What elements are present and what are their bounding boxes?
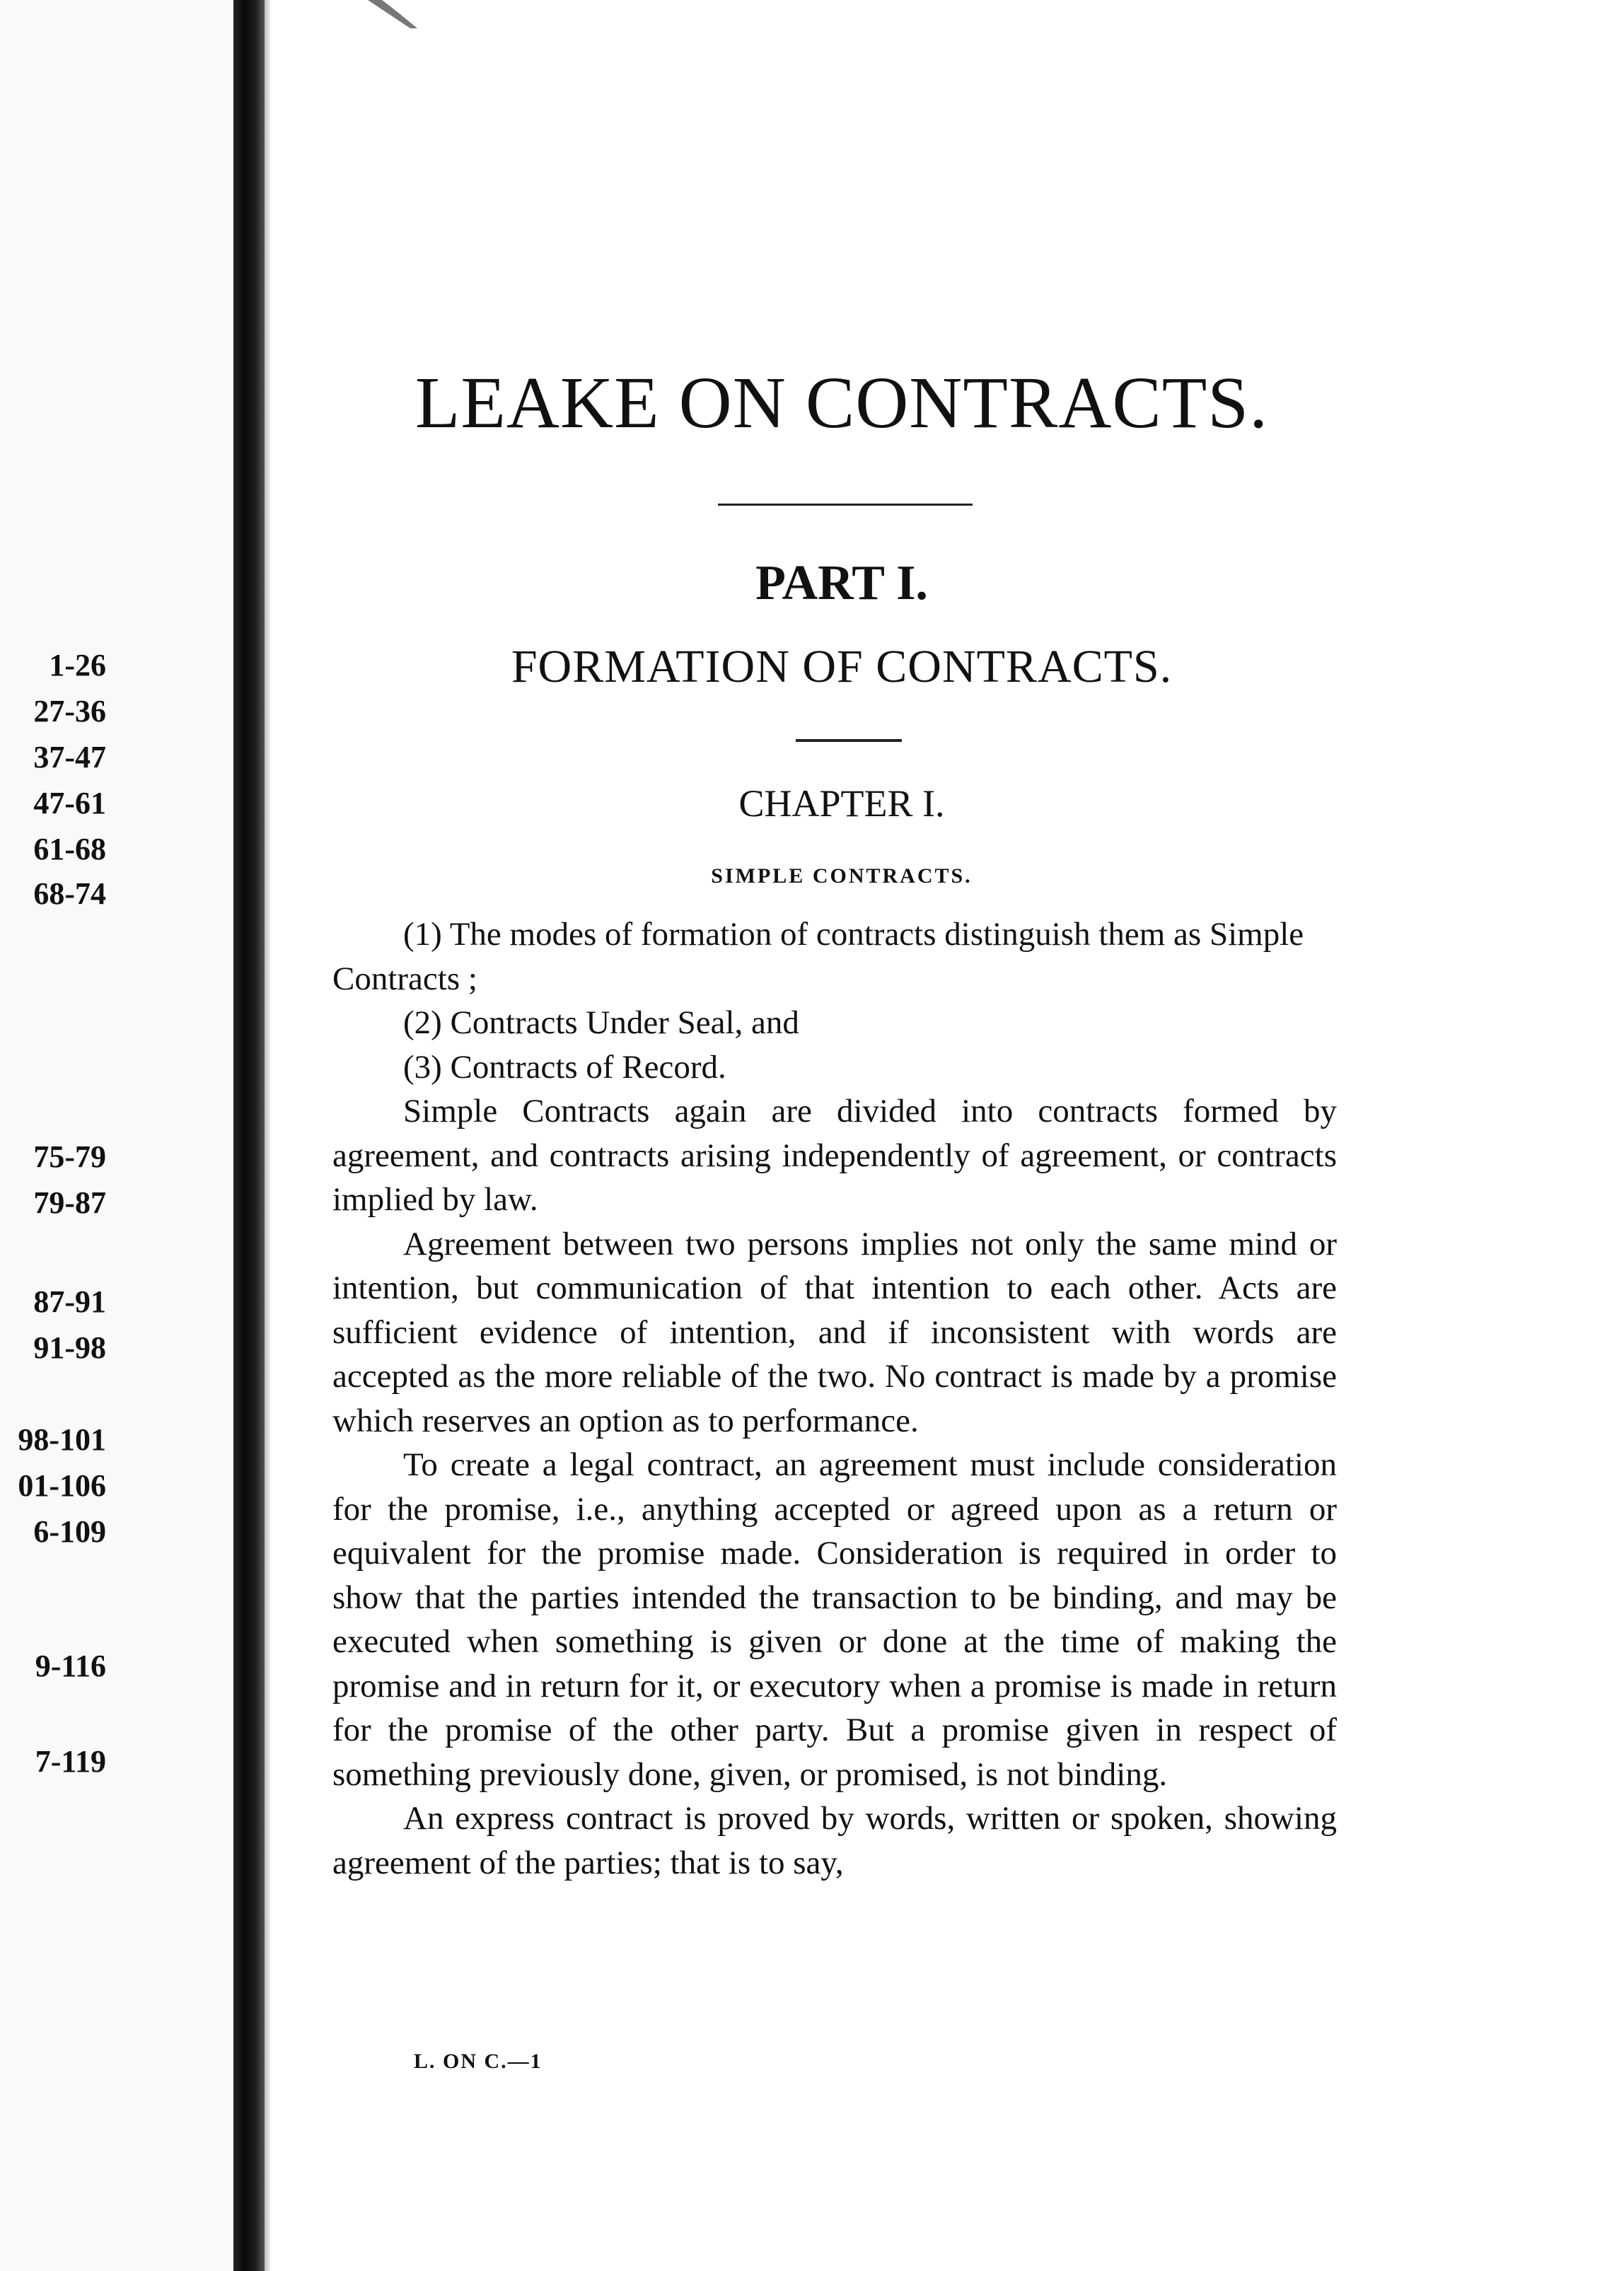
part-rule [796, 739, 902, 742]
margin-page-range: 87-91 [33, 1284, 106, 1319]
paragraph: (1) The modes of formation of contracts distinguish them as Simple Contracts ; [332, 916, 1304, 997]
book-title: LEAKE ON CONTRACTS. [414, 362, 1269, 443]
margin-page-range: 37-47 [33, 740, 106, 774]
chapter-heading: CHAPTER I. [738, 782, 945, 825]
paragraph: An express contract is proved by words, written or spoken, showing agreement of the parties; that is to say, [332, 1800, 1337, 1881]
part-heading: PART I. [755, 556, 928, 610]
margin-page-range: 1-26 [49, 648, 106, 683]
margin-page-range: 91-98 [33, 1330, 106, 1365]
margin-page-range: 75-79 [33, 1139, 106, 1174]
margin-page-range: 9-116 [35, 1649, 106, 1683]
margin-page-range: 01-106 [18, 1468, 106, 1503]
margin-page-range: 6-109 [33, 1514, 106, 1549]
part-title: FORMATION OF CONTRACTS. [511, 641, 1173, 692]
page-signature: L. ON C.—1 [414, 2050, 543, 2073]
margin-page-range: 61-68 [33, 832, 106, 866]
paragraph: Simple Contracts again are divided into contracts formed by agreement, and contracts arising independently of agreement, or contracts implied by law. [332, 1093, 1337, 1218]
margin-page-range: 98-101 [18, 1422, 106, 1457]
margin-page-range: 27-36 [33, 694, 106, 728]
title-rule [718, 504, 973, 506]
margin-page-range: 79-87 [33, 1185, 106, 1220]
section-heading: SIMPLE CONTRACTS. [711, 864, 973, 888]
body-text [332, 912, 1337, 1885]
paragraph: To create a legal contract, an agreement must include consideration for the promise, i.e., anything accepted or agreed upon as a return or equivalent for the promise made. Consideration is required in order to show that the parties intended the transaction to be binding, and may be executed when something is given or done at the time of making the promise and in return for it, or executory when a promise is made in return for the promise of the other party. But a promise given in respect of something previously done, given, or promised, is not binding. [332, 1446, 1337, 1793]
paragraph: (3) Contracts of Record. [403, 1048, 726, 1086]
margin-page-range: 68-74 [33, 876, 106, 911]
margin-page-range: 47-61 [33, 786, 106, 820]
paragraph: (2) Contracts Under Seal, and [403, 1004, 799, 1041]
margin-page-range: 7-119 [35, 1744, 106, 1779]
paragraph: Agreement between two persons implies not only the same mind or intention, but communication of that intention to each other. Acts are sufficient evidence of intention, and if inconsistent with words are accepted as the more reliable of the two. No contract is made by a promise which reserves an option as to performance. [332, 1225, 1337, 1439]
